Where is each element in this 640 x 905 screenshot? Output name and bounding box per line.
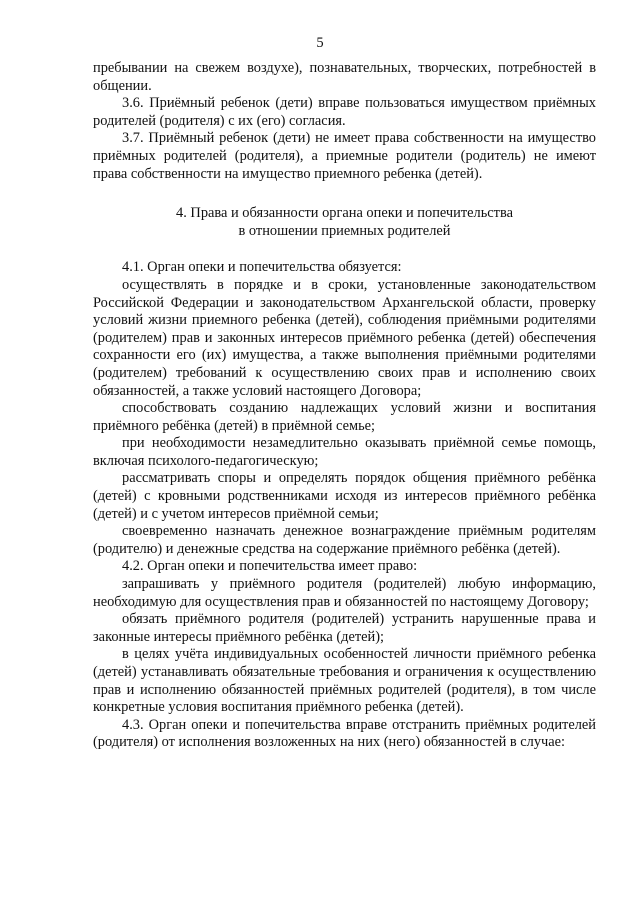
- paragraph-4-2-item-3: в целях учёта индивидуальных особенностей личности приёмного ребенка (детей) устанавливать обязательные требования и ограничения к осуществлению прав и исполнению обязанностей приёмных родителей (родителя), в том числе конкретные условия воспитания приёмного ребенка (детей).: [93, 646, 596, 716]
- paragraph-4-2-item-1: запрашивать у приёмного родителя (родителей) любую информацию, необходимую для осуществления прав и обязанностей по настоящему Договору;: [93, 576, 596, 610]
- page-number: 5: [316, 35, 324, 51]
- paragraph-4-1-item-5: своевременно назначать денежное вознаграждение приёмным родителям (родителю) и денежные средства на содержание приёмного ребёнка (детей).: [93, 523, 596, 557]
- paragraph-4-2-item-2: обязать приёмного родителя (родителей) устранить нарушенные права и законные интересы приёмного ребёнка (детей);: [93, 611, 596, 645]
- paragraph-4-1-item-2: способствовать созданию надлежащих условий жизни и воспитания приёмного ребёнка (детей) в приёмной семье;: [93, 400, 596, 434]
- paragraph-4-1-item-1: осуществлять в порядке и в сроки, установленные законодательством Российской Федерации и законодательством Архангельской области, проверку условий жизни приемного ребенка (детей), соблюдения приёмными родителями (родителем) прав и законных интересов приёмного ребенка (детей) обеспечения сохранности его (их) имущества, а также выполнения приёмными родителями (родителем) требований к осуществлению своих прав и исполнению своих обязанностей, а также условий настоящего Договора;: [93, 276, 596, 399]
- paragraph-4-1-item-3: при необходимости незамедлительно оказывать приёмной семье помощь, включая психолого-педагогическую;: [93, 435, 596, 469]
- document-body: [93, 60, 596, 752]
- section-heading-line-2: в отношении приемных родителей: [238, 222, 451, 239]
- paragraph-4-3: 4.3. Орган опеки и попечительства вправе отстранить приёмных родителей (родителя) от исполнения возложенных на них (него) обязанностей в случае:: [93, 716, 596, 751]
- section-4-heading: [93, 205, 596, 240]
- paragraph-3-7: 3.7. Приёмный ребенок (дети) не имеет права собственности на имущество приёмных родителей (родителя), а приемные родители (родитель) не имеют права собственности на имущество приемного ребенка (детей).: [93, 130, 596, 182]
- paragraph-continuation: пребывании на свежем воздухе), познавательных, творческих, потребностей в общении.: [93, 60, 596, 94]
- paragraph-4-1-item-4: рассматривать споры и определять порядок общения приёмного ребёнка (детей) с кровными родственниками исходя из интересов приёмного ребёнка (детей) и с учетом интересов приёмной семьи;: [93, 470, 596, 522]
- paragraph-3-6: 3.6. Приёмный ребенок (дети) вправе пользоваться имуществом приёмных родителей (родителя) с их (его) согласия.: [93, 95, 596, 129]
- paragraph-4-1: 4.1. Орган опеки и попечительства обязуется:: [122, 259, 402, 276]
- paragraph-4-2: 4.2. Орган опеки и попечительства имеет право:: [122, 558, 418, 575]
- section-heading-line-1: 4. Права и обязанности органа опеки и попечительства: [176, 205, 513, 222]
